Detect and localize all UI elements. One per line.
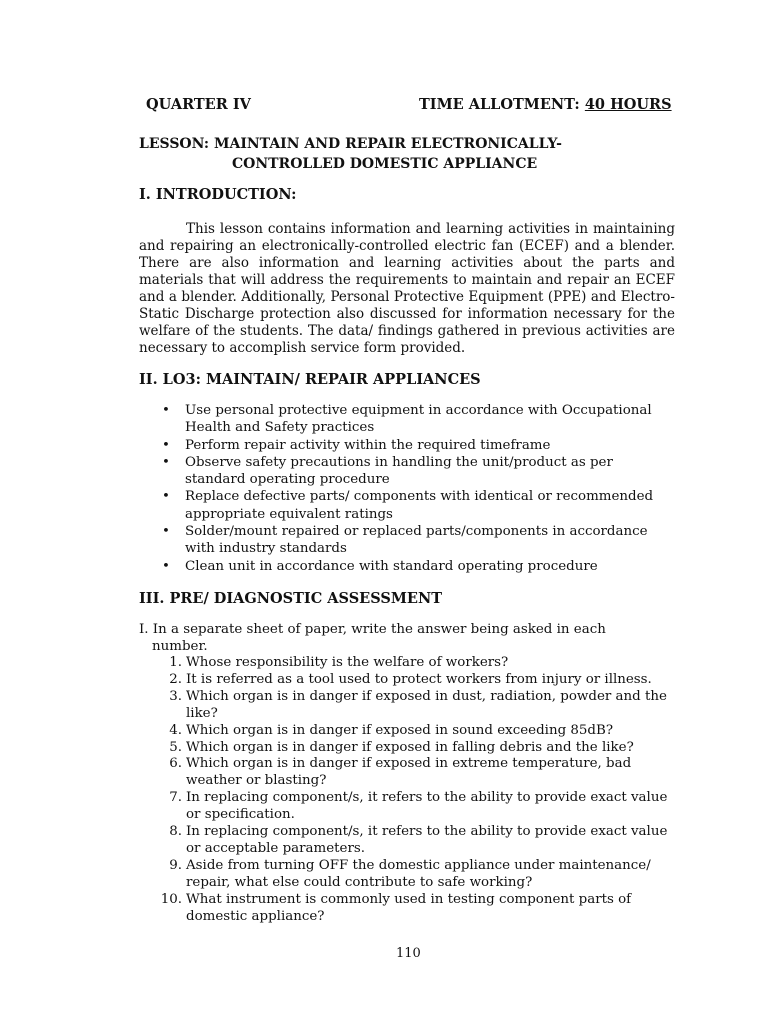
- list-item: [160, 756, 675, 790]
- question-number: 1.: [169, 655, 182, 670]
- question-text: In replacing component/s, it refers to the ability to provide exact value or acceptable parameters.: [186, 824, 668, 856]
- question-text: Aside from turning OFF the domestic appliance under maintenance/ repair, what else could contribute to safe working?: [186, 857, 651, 890]
- question-text: It is referred as a tool used to protect workers from injury or illness.: [186, 671, 652, 687]
- list-item: [160, 858, 675, 892]
- list-item: • Replace defective parts/ components with identical or recommended appropriate equivalent ratings: [160, 488, 672, 523]
- question-text: Which organ is in danger if exposed in dust, radiation, powder and the like?: [186, 688, 667, 721]
- question-number: 7.: [169, 790, 182, 806]
- time-allotment-label: TIME ALLOTMENT:: [419, 96, 580, 113]
- list-item: • Perform repair activity within the required timeframe: [160, 437, 672, 454]
- list-item: • Use personal protective equipment in accordance with Occupational Health and Safety practices: [160, 402, 672, 437]
- question-number: 10.: [160, 891, 182, 907]
- assessment-instructions: [139, 622, 679, 656]
- introduction-text: This lesson contains information and learning activities in maintaining and repairing an electronically-controlled electric fan (ECEF) and a blender. There are also information and learning activities about the parts and materials that will address the requirements to maintain and repair an ECEF and a blender. Additionally, Personal Protective Equipment (PPE) and Electro-Static Discharge protection also discussed for information necessary for the welfare of the students. The data/ findings gathered in previous activities are necessary to accomplish service form provided.: [139, 221, 675, 356]
- page-number: 110: [396, 946, 421, 961]
- list-item: • Solder/mount repaired or replaced parts/components in accordance with industry standards: [160, 523, 672, 558]
- question-number: 8.: [169, 824, 182, 840]
- list-item: [160, 790, 675, 824]
- question-text: Which organ is in danger if exposed in falling debris and the like?: [186, 739, 634, 755]
- list-item: [160, 723, 675, 740]
- list-item: [160, 689, 675, 723]
- list-item: • Observe safety precautions in handling the unit/product as per standard operating procedure: [160, 454, 672, 489]
- question-text: Whose responsibility is the welfare of workers?: [186, 655, 509, 670]
- introduction-paragraph: [139, 221, 675, 357]
- question-number: 5.: [169, 739, 182, 755]
- lo3-list: [160, 402, 672, 575]
- question-number: 9.: [169, 857, 182, 873]
- lesson-title: [139, 134, 562, 174]
- list-item: • Clean unit in accordance with standard operating procedure: [160, 558, 672, 575]
- time-allotment-value: 40 HOURS: [584, 96, 672, 113]
- list-item: [160, 672, 675, 689]
- list-item: [160, 892, 675, 926]
- question-text: In replacing component/s, it refers to the ability to provide exact value or specification.: [186, 790, 668, 823]
- question-number: 6.: [169, 756, 182, 772]
- question-text: Which organ is in danger if exposed in extreme temperature, bad weather or blasting?: [186, 756, 632, 789]
- question-list: [160, 655, 675, 926]
- question-text: Which organ is in danger if exposed in sound exceeding 85dB?: [186, 722, 614, 738]
- assessment-heading: III. PRE/ DIAGNOSTIC ASSESSMENT: [139, 590, 442, 607]
- lesson-title-line1: LESSON: MAINTAIN AND REPAIR ELECTRONICALLY-: [139, 136, 562, 152]
- question-number: 2.: [169, 671, 182, 687]
- question-number: 3.: [169, 688, 182, 704]
- lo3-heading: II. LO3: MAINTAIN/ REPAIR APPLIANCES: [139, 371, 481, 388]
- time-allotment: [419, 96, 672, 113]
- instructions-line2: number.: [152, 638, 208, 654]
- list-item: [160, 824, 675, 858]
- question-text: What instrument is commonly used in testing component parts of domestic appliance?: [186, 891, 632, 924]
- lesson-title-line2: CONTROLLED DOMESTIC APPLIANCE: [232, 156, 538, 172]
- introduction-heading: I. INTRODUCTION:: [139, 186, 297, 203]
- question-number: 4.: [169, 722, 182, 738]
- quarter-label: QUARTER IV: [146, 96, 251, 113]
- list-item: [160, 740, 675, 757]
- instructions-line1: I. In a separate sheet of paper, write the answer being asked in each: [139, 622, 606, 637]
- list-item: [160, 655, 675, 672]
